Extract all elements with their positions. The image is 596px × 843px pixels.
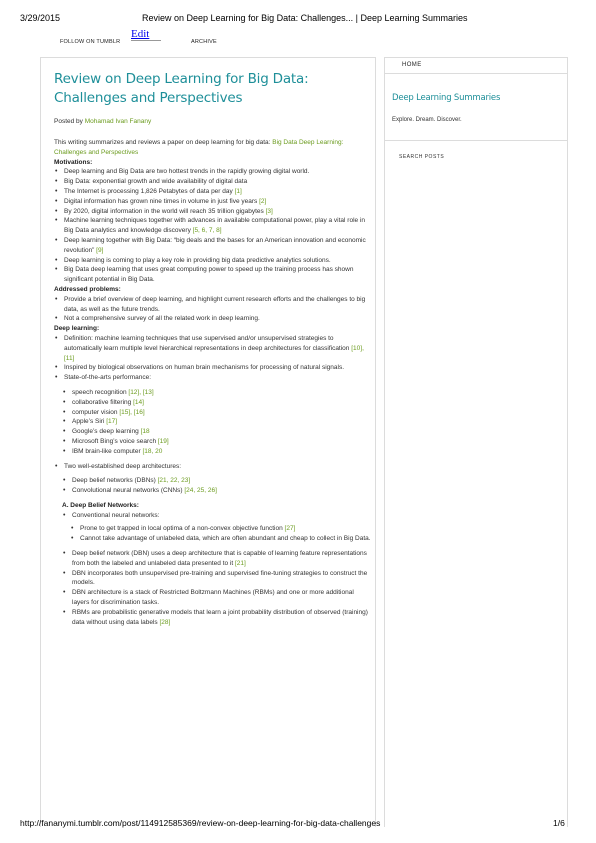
reference-link[interactable]: [2] — [259, 197, 267, 205]
list-item-text: By 2020, digital information in the world will reach 35 trillion gigabytes — [64, 207, 264, 215]
list-item-text: State-of-the-arts performance: — [64, 374, 152, 382]
list-item-text: Google’s deep learning — [72, 428, 139, 436]
list-item — [62, 408, 372, 418]
list-item-text: Provide a brief overview of deep learning, and highlight current research efforts and the challenges to big data, as well as the future trends. — [64, 295, 366, 313]
list-item — [62, 608, 372, 628]
reference-link[interactable]: [5, 6, 7, 8] — [192, 227, 222, 235]
list-item-text: Prone to get trapped in local optima of a non-convex objective function — [80, 525, 283, 533]
list-item — [54, 256, 372, 266]
list-item — [62, 388, 372, 398]
posted-by-label: Posted by — [54, 118, 83, 125]
list-item-text: Not a comprehensive survey of all the related work in deep learning. — [64, 315, 260, 323]
list-item: • Two well-established deep architectures: — [54, 462, 372, 472]
list-item — [62, 588, 372, 608]
list-item-text: Machine learning techniques together with advances in available computational power, play a vital role in Big Data analytics and knowledge discovery — [64, 217, 365, 235]
list-item — [62, 549, 372, 569]
list-item — [54, 373, 372, 383]
reference-link[interactable]: [28] — [159, 618, 171, 626]
archive-link[interactable]: ARCHIVE — [191, 39, 217, 45]
post-column — [40, 57, 376, 827]
sidebar-divider — [385, 73, 567, 74]
author-link[interactable]: Mohamad Ivan Fanany — [84, 118, 152, 125]
list-item — [70, 524, 372, 534]
list-item-text: collaborative filtering — [72, 398, 132, 406]
reference-link[interactable]: [14] — [133, 398, 144, 406]
print-date: 3/29/2015 — [20, 13, 61, 23]
follow-on-tumblr-link[interactable]: FOLLOW ON TUMBLR — [60, 39, 121, 45]
problems-list — [54, 295, 372, 324]
reference-link[interactable]: [21, 22, 23] — [157, 477, 191, 485]
problems-heading: Addressed problems: — [54, 285, 121, 293]
list-item — [62, 427, 372, 437]
list-item-text: Big Data deep learning that uses great computing power to speed up the training process has shown significant potential in Big Data. — [64, 266, 354, 284]
list-item-text: Definition: machine learning techniques that use supervised and/or unsupervised strategies to automatically learn multiple level hierarchical representations in deep architectures for classification — [64, 334, 350, 352]
list-item-text: Big Data: exponential growth and wide availability of digital data — [64, 178, 248, 186]
reference-link[interactable]: [27] — [284, 525, 296, 533]
list-item — [54, 207, 372, 217]
list-item-text: IBM brain-like computer — [72, 447, 141, 455]
post-title[interactable]: Review on Deep Learning for Big Data: Challenges and Perspectives — [54, 71, 309, 106]
reference-link[interactable]: [18 — [140, 428, 150, 436]
reference-link[interactable]: [17] — [106, 418, 118, 426]
list-item-text: computer vision — [72, 408, 118, 416]
list-item — [54, 363, 372, 373]
list-item — [54, 295, 372, 315]
sidebar — [384, 57, 568, 827]
search-posts-input[interactable]: SEARCH POSTS — [399, 154, 445, 160]
dbn-heading: A. Deep Belief Networks: — [62, 501, 139, 509]
list-item-text: Deep learning is coming to play a key role in providing big data predictive analytics solutions. — [64, 256, 331, 264]
blog-name-link[interactable]: Deep Learning Summaries — [392, 93, 501, 103]
reference-link[interactable]: [10], [11] — [64, 344, 364, 362]
list-item — [62, 569, 372, 589]
list-item — [54, 236, 372, 256]
list-item-text: Apple’s Siri — [72, 418, 105, 426]
list-item — [54, 314, 372, 324]
dbn-items-list — [62, 549, 372, 627]
deep-learning-list — [54, 334, 372, 383]
print-page-number: 1/6 — [553, 818, 565, 828]
list-item-text: Deep learning and Big Data are two hottest trends in the rapidly growing digital world. — [64, 168, 310, 176]
reference-link[interactable]: [3] — [265, 207, 273, 215]
list-item — [54, 167, 372, 177]
deep-learning-heading: Deep learning: — [54, 325, 100, 333]
architectures-list — [62, 476, 372, 496]
motivations-list — [54, 167, 372, 285]
list-item-text: Deep belief network (DBN) uses a deep architecture that is capable of learning feature representations from both the labeled and unlabeled data presented to it — [72, 550, 367, 567]
post-byline — [54, 118, 151, 125]
print-header — [0, 0, 596, 30]
edit-divider — [131, 40, 161, 43]
intro-text: This writing summarizes and reviews a paper on deep learning for big data: — [54, 139, 271, 146]
list-item — [62, 486, 372, 496]
list-item — [54, 187, 372, 197]
performance-list — [62, 388, 372, 457]
sidebar-divider — [385, 140, 567, 141]
list-item — [54, 216, 372, 236]
home-link[interactable]: HOME — [402, 62, 422, 68]
list-item — [54, 177, 372, 187]
list-item-text: Inspired by biological observations on human brain mechanisms for processing of natural signals. — [64, 364, 345, 372]
conv-items-list — [70, 524, 372, 544]
reference-link[interactable]: [1] — [234, 187, 242, 195]
reference-link[interactable]: [15], [16] — [119, 408, 145, 416]
post-body — [54, 138, 372, 627]
list-item — [62, 476, 372, 486]
list-item — [62, 417, 372, 427]
list-item — [54, 265, 372, 285]
reference-link[interactable]: [21] — [235, 559, 246, 567]
top-nav — [40, 28, 370, 52]
paper-link[interactable]: Big Data Deep Learning: Challenges and Perspectives — [54, 139, 344, 156]
list-item-text: DBN incorporates both unsupervised pre-training and supervised fine-tuning strategies to construct the models. — [72, 569, 368, 587]
reference-link[interactable]: [24, 25, 26] — [184, 487, 217, 495]
print-footer — [0, 818, 596, 838]
list-item-text: Deep belief networks (DBNs) — [72, 477, 156, 485]
list-item — [54, 197, 372, 207]
list-item-text: Deep learning together with Big Data: “big deals and the bases for an American innovation and economic revolution” — [64, 236, 366, 254]
list-item-text: Cannot take advantage of unlabeled data, which are often abundant and cheap to collect in Big Data. — [80, 535, 371, 543]
list-item-text: RBMs are probabilistic generative models that learn a joint probability distribution of observed (training) data without using data labels — [72, 608, 368, 626]
list-item — [54, 334, 372, 363]
list-item-text: The Internet is processing 1,826 Petabytes of data per day — [64, 187, 233, 195]
list-item-text: DBN architecture is a stack of Restricted Boltzmann Machines (RBMs) and one or more additional layers for discrimination tasks. — [72, 589, 354, 607]
blog-description: Explore. Dream. Discover. — [392, 117, 462, 123]
list-item — [70, 534, 372, 544]
list-item-text: Microsoft Bing’s voice search — [72, 437, 157, 445]
list-item — [62, 398, 372, 408]
list-item — [62, 447, 372, 457]
list-item — [62, 437, 372, 447]
two-arch-list — [54, 462, 372, 472]
motivations-heading: Motivations: — [54, 158, 93, 166]
list-item: • Conventional neural networks: — [62, 511, 372, 521]
reference-link[interactable]: [18, 20 — [142, 447, 163, 455]
intro-paragraph — [54, 138, 372, 158]
reference-link[interactable]: [9] — [96, 246, 104, 254]
conv-nn-list — [62, 511, 372, 521]
list-item-text: Convolutional neural networks (CNNs) — [72, 487, 183, 495]
reference-link[interactable]: [19] — [157, 437, 169, 445]
list-item-text: speech recognition — [72, 388, 127, 396]
list-item-text: Digital information has grown nine times in volume in just five years — [64, 197, 258, 205]
print-url: http://fananymi.tumblr.com/post/114912585369/review-on-deep-learning-for-big-data-challenges — [20, 818, 381, 828]
edit-link[interactable]: Edit — [131, 28, 150, 40]
print-page-title: Review on Deep Learning for Big Data: Challenges... | Deep Learning Summaries — [142, 13, 468, 23]
reference-link[interactable]: [12], [13] — [128, 388, 154, 396]
